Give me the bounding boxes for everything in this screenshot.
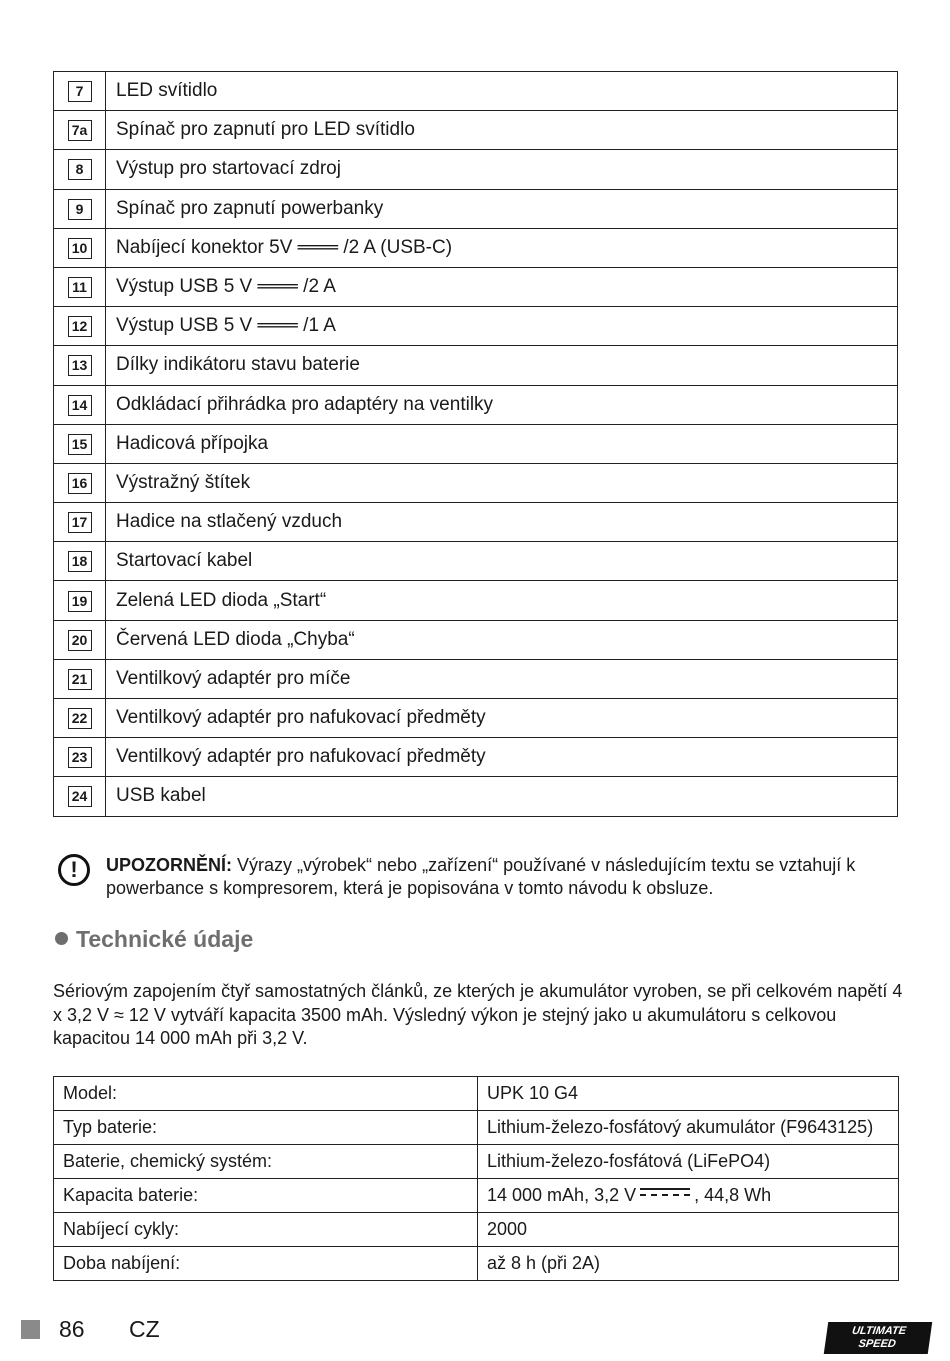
part-number-cell bbox=[54, 659, 106, 698]
part-number: 21 bbox=[68, 669, 92, 690]
part-number: 13 bbox=[68, 355, 92, 376]
part-number-cell bbox=[54, 111, 106, 150]
part-row bbox=[54, 620, 898, 659]
part-label: Startovací kabel bbox=[106, 542, 898, 581]
part-number: 7a bbox=[68, 120, 92, 141]
spec-value: Lithium-železo-fosfátový akumulátor (F9643125) bbox=[478, 1111, 899, 1145]
part-number-cell bbox=[54, 267, 106, 306]
part-label: USB kabel bbox=[106, 777, 898, 816]
part-label: Spínač pro zapnutí pro LED svítidlo bbox=[106, 111, 898, 150]
part-number-cell bbox=[54, 581, 106, 620]
part-row bbox=[54, 699, 898, 738]
spec-row bbox=[54, 1145, 899, 1179]
part-row bbox=[54, 346, 898, 385]
part-number-cell bbox=[54, 72, 106, 111]
part-number: 24 bbox=[68, 786, 92, 807]
spec-key: Nabíjecí cykly: bbox=[54, 1213, 478, 1247]
part-number-cell bbox=[54, 620, 106, 659]
part-number: 15 bbox=[68, 434, 92, 455]
part-number-cell bbox=[54, 385, 106, 424]
bullet-icon bbox=[55, 932, 68, 945]
spec-row bbox=[54, 1111, 899, 1145]
part-label: Výstup USB 5 V ═══ /2 A bbox=[106, 267, 898, 306]
spec-key: Model: bbox=[54, 1077, 478, 1111]
part-number-cell bbox=[54, 346, 106, 385]
notice-text bbox=[106, 854, 898, 900]
part-label: Dílky indikátoru stavu baterie bbox=[106, 346, 898, 385]
part-row bbox=[54, 307, 898, 346]
part-row bbox=[54, 738, 898, 777]
notice-body: Výrazy „výrobek“ nebo „zařízení“ používané v následujícím textu se vztahují k powerbance s kompresorem, která je popisována v tomto návodu k obsluze. bbox=[106, 855, 856, 898]
dc-voltage-icon bbox=[640, 1188, 690, 1198]
part-number-cell bbox=[54, 150, 106, 189]
part-number-cell bbox=[54, 542, 106, 581]
page-number: 86 bbox=[59, 1316, 85, 1342]
part-row bbox=[54, 385, 898, 424]
spec-key: Doba nabíjení: bbox=[54, 1247, 478, 1281]
section-title-text: Technické údaje bbox=[76, 926, 254, 952]
spec-value: až 8 h (při 2A) bbox=[478, 1247, 899, 1281]
part-row bbox=[54, 659, 898, 698]
part-label: Zelená LED dioda „Start“ bbox=[106, 581, 898, 620]
part-row bbox=[54, 150, 898, 189]
spec-row bbox=[54, 1179, 899, 1213]
part-row bbox=[54, 267, 898, 306]
part-label: LED svítidlo bbox=[106, 72, 898, 111]
part-number-cell bbox=[54, 189, 106, 228]
part-row bbox=[54, 189, 898, 228]
language-code: CZ bbox=[129, 1316, 160, 1342]
part-row bbox=[54, 111, 898, 150]
section-heading bbox=[55, 926, 253, 953]
part-label: Ventilkový adaptér pro nafukovací předměty bbox=[106, 699, 898, 738]
part-number-cell bbox=[54, 699, 106, 738]
part-label: Hadice na stlačený vzduch bbox=[106, 503, 898, 542]
part-number: 23 bbox=[68, 747, 92, 768]
part-label: Spínač pro zapnutí powerbanky bbox=[106, 189, 898, 228]
notice-label: UPOZORNĚNÍ: bbox=[106, 855, 232, 875]
part-number: 18 bbox=[68, 551, 92, 572]
spec-row bbox=[54, 1213, 899, 1247]
part-number-cell bbox=[54, 307, 106, 346]
part-label: Ventilkový adaptér pro nafukovací předměty bbox=[106, 738, 898, 777]
spec-key: Baterie, chemický systém: bbox=[54, 1145, 478, 1179]
part-number-cell bbox=[54, 228, 106, 267]
part-number: 19 bbox=[68, 591, 92, 612]
part-number: 11 bbox=[68, 277, 92, 298]
part-number-cell bbox=[54, 463, 106, 502]
spec-row bbox=[54, 1077, 899, 1111]
notice bbox=[58, 854, 898, 900]
spec-key: Kapacita baterie: bbox=[54, 1179, 478, 1213]
part-row bbox=[54, 72, 898, 111]
brand-logo bbox=[824, 1322, 932, 1354]
description-paragraph: Sériovým zapojením čtyř samostatných článků, ze kterých je akumulátor vyroben, se při celkovém napětí 4 x 3,2 V ≈ 12 V vytváří kapacita 3500 mAh. Výsledný výkon je stejný jako u akumulátoru s celkovou kapacitou 14 000 mAh při 3,2 V. bbox=[53, 981, 903, 1048]
part-row bbox=[54, 503, 898, 542]
warning-icon: ! bbox=[58, 854, 90, 886]
part-number: 17 bbox=[68, 512, 92, 533]
part-number: 10 bbox=[68, 238, 92, 259]
energy-value: , 44,8 Wh bbox=[694, 1185, 772, 1205]
part-label: Odkládací přihrádka pro adaptéry na ventilky bbox=[106, 385, 898, 424]
part-number-cell bbox=[54, 503, 106, 542]
part-label: Hadicová přípojka bbox=[106, 424, 898, 463]
part-label: Výstup USB 5 V ═══ /1 A bbox=[106, 307, 898, 346]
spec-value: UPK 10 G4 bbox=[478, 1077, 899, 1111]
part-number: 16 bbox=[68, 473, 92, 494]
part-number: 9 bbox=[68, 199, 92, 220]
brand-line1: ULTIMATE bbox=[851, 1325, 907, 1337]
spec-value: Lithium-železo-fosfátová (LiFePO4) bbox=[478, 1145, 899, 1179]
parts-table bbox=[53, 71, 898, 817]
part-row bbox=[54, 424, 898, 463]
part-row bbox=[54, 777, 898, 816]
part-number: 14 bbox=[68, 395, 92, 416]
part-number: 22 bbox=[68, 708, 92, 729]
specs-table bbox=[53, 1076, 899, 1281]
spec-value: 2000 bbox=[478, 1213, 899, 1247]
part-number: 20 bbox=[68, 630, 92, 651]
part-label: Nabíjecí konektor 5V ═══ /2 A (USB-C) bbox=[106, 228, 898, 267]
part-number: 8 bbox=[68, 159, 92, 180]
part-number-cell bbox=[54, 424, 106, 463]
spec-row bbox=[54, 1247, 899, 1281]
part-row bbox=[54, 228, 898, 267]
part-label: Výstup pro startovací zdroj bbox=[106, 150, 898, 189]
part-row bbox=[54, 581, 898, 620]
spec-key: Typ baterie: bbox=[54, 1111, 478, 1145]
capacity-value: 14 000 mAh, 3,2 V bbox=[487, 1185, 637, 1205]
part-label: Červená LED dioda „Chyba“ bbox=[106, 620, 898, 659]
part-label: Ventilkový adaptér pro míče bbox=[106, 659, 898, 698]
footer-marker bbox=[21, 1320, 40, 1339]
part-number-cell bbox=[54, 738, 106, 777]
spec-value bbox=[478, 1179, 899, 1213]
part-row bbox=[54, 542, 898, 581]
part-label: Výstražný štítek bbox=[106, 463, 898, 502]
part-row bbox=[54, 463, 898, 502]
brand-line2: SPEED bbox=[857, 1338, 897, 1350]
part-number: 12 bbox=[68, 316, 92, 337]
part-number: 7 bbox=[68, 81, 92, 102]
part-number-cell bbox=[54, 777, 106, 816]
